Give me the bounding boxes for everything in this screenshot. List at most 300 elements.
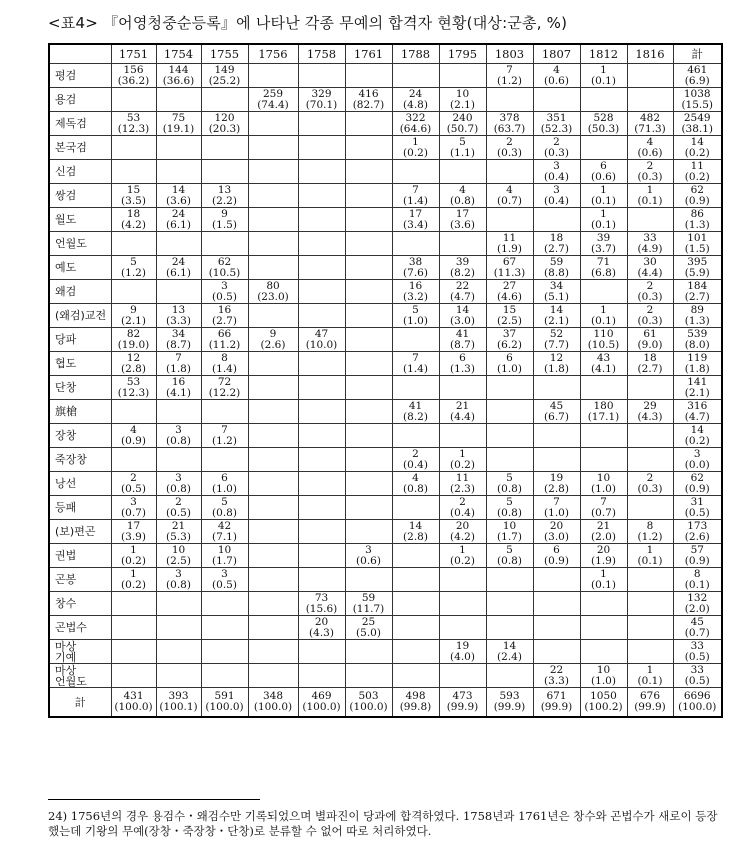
total-row <box>49 688 722 718</box>
cell-count: 15 <box>502 303 517 316</box>
cell-percent: (0.5) <box>684 506 710 519</box>
table-cell <box>673 256 722 280</box>
cell-count: 14 <box>690 135 704 148</box>
cell-count: 42 <box>217 519 232 532</box>
cell-percent: (19.1) <box>162 122 195 135</box>
table-cell <box>201 184 248 208</box>
table-cell <box>673 640 722 664</box>
cell-count: 18 <box>549 231 564 244</box>
cell-count: 7 <box>221 423 228 436</box>
table-cell <box>156 232 201 256</box>
cell-count: 14 <box>171 183 186 196</box>
table-cell <box>111 520 156 544</box>
table-cell <box>673 544 722 568</box>
cell-percent: (0.1) <box>637 674 663 687</box>
table-cell <box>201 424 248 448</box>
cell-percent: (2.8) <box>544 482 569 495</box>
table-cell <box>580 112 627 136</box>
cell-percent: (100.0) <box>349 701 388 713</box>
table-cell <box>392 256 439 280</box>
table-cell <box>439 184 486 208</box>
cell-count: 6 <box>221 471 228 484</box>
cell-percent: (1.7) <box>212 554 237 567</box>
table-cell <box>111 112 156 136</box>
table-cell <box>201 568 248 592</box>
cell-percent: (6.9) <box>684 74 710 87</box>
table-cell <box>345 616 392 640</box>
cell-count: 21 <box>596 519 611 532</box>
table-cell <box>345 136 392 160</box>
cell-percent: (0.1) <box>591 194 616 207</box>
table-cell <box>580 328 627 352</box>
cell-count: 59 <box>361 591 376 604</box>
row-label: 마상 기예 <box>49 640 111 664</box>
table-row <box>49 520 722 544</box>
cell-count: 2 <box>646 159 654 172</box>
table-row <box>49 88 722 112</box>
table-cell <box>673 424 722 448</box>
table-cell <box>533 208 580 232</box>
cell-percent: (99.9) <box>540 701 573 713</box>
cell-percent: (1.0) <box>212 482 237 495</box>
table-cell <box>533 616 580 640</box>
table-cell <box>111 208 156 232</box>
cell-count: 6 <box>459 351 466 364</box>
cell-percent: (10.5) <box>587 338 620 351</box>
table-cell <box>627 400 673 424</box>
cell-percent: (0.4) <box>544 170 569 183</box>
cell-count: 1 <box>459 543 466 556</box>
table-cell <box>345 304 392 328</box>
table-row <box>49 592 722 616</box>
row-label: 計 <box>49 688 111 718</box>
table-cell <box>627 232 673 256</box>
cell-count: 45 <box>690 615 704 628</box>
cell-percent: (5.3) <box>166 530 191 543</box>
table-cell <box>439 208 486 232</box>
cell-percent: (1.4) <box>403 362 428 375</box>
table-cell <box>392 640 439 664</box>
cell-count: 3 <box>693 447 701 460</box>
table-cell <box>533 280 580 304</box>
table-cell <box>392 184 439 208</box>
table-cell <box>673 592 722 616</box>
table-cell <box>248 688 298 718</box>
cell-percent: (4.0) <box>450 650 475 663</box>
table-cell <box>298 88 345 112</box>
cell-count: 43 <box>596 351 611 364</box>
row-label: 旗槍 <box>49 400 111 424</box>
table-cell <box>486 160 533 184</box>
table-cell <box>345 688 392 718</box>
cell-percent: (50.3) <box>587 122 620 135</box>
table-cell <box>580 376 627 400</box>
cell-count: 5 <box>130 255 137 268</box>
cell-percent: (2.3) <box>450 482 475 495</box>
table-cell <box>298 520 345 544</box>
table-cell <box>201 232 248 256</box>
cell-percent: (10.5) <box>208 266 241 279</box>
cell-percent: (11.2) <box>208 338 241 351</box>
table-cell <box>627 328 673 352</box>
table-cell <box>486 208 533 232</box>
table-cell <box>156 376 201 400</box>
cell-percent: (2.8) <box>403 530 428 543</box>
table-cell <box>580 472 627 496</box>
table-cell <box>298 304 345 328</box>
cell-percent: (99.9) <box>446 701 479 713</box>
table-cell <box>627 352 673 376</box>
column-header: 1755 <box>201 44 248 64</box>
cell-count: 316 <box>687 399 708 412</box>
cell-percent: (0.5) <box>212 578 237 591</box>
row-label: 협도 <box>49 352 111 376</box>
cell-count: 5 <box>459 135 466 148</box>
footnote: 24) 1756년의 경우 용검수・왜검수만 기록되었으며 별파진이 당과에 합격하였다. 1758년과 1761년은 창수와 곤법수가 새로이 등장했는데 기왕의 무예(장창・죽장창・단창)로 분류할 수 없어 따로 처리하였다. <box>48 809 718 838</box>
cell-percent: (1.2) <box>497 74 522 87</box>
row-label: 권법 <box>49 544 111 568</box>
table-cell <box>439 328 486 352</box>
cell-count: 329 <box>311 87 332 100</box>
table-cell <box>111 376 156 400</box>
cell-percent: (6.7) <box>544 410 569 423</box>
cell-count: 10 <box>171 543 186 556</box>
row-label: 곤법수 <box>49 616 111 640</box>
table-cell <box>156 352 201 376</box>
table-cell <box>627 256 673 280</box>
table-cell <box>627 304 673 328</box>
cell-percent: (100.1) <box>159 701 198 713</box>
table-row <box>49 352 722 376</box>
table-cell <box>439 496 486 520</box>
table-cell <box>673 88 722 112</box>
cell-count: 10 <box>217 543 232 556</box>
cell-count: 184 <box>687 279 708 292</box>
cell-percent: (0.8) <box>166 578 191 591</box>
cell-count: 259 <box>262 87 284 100</box>
column-header: 1803 <box>486 44 533 64</box>
cell-count: 431 <box>123 690 144 702</box>
cell-count: 4 <box>506 183 513 196</box>
table-cell <box>201 352 248 376</box>
row-label: 등패 <box>49 496 111 520</box>
header-row <box>49 44 722 64</box>
table-cell <box>392 400 439 424</box>
cell-percent: (0.1) <box>684 578 710 591</box>
cell-percent: (3.0) <box>450 314 475 327</box>
cell-count: 16 <box>408 279 423 292</box>
cell-percent: (2.5) <box>166 554 191 567</box>
cell-count: 18 <box>126 207 141 220</box>
table-cell <box>201 208 248 232</box>
table-cell <box>248 496 298 520</box>
cell-count: 25 <box>361 615 376 628</box>
cell-percent: (0.5) <box>121 482 146 495</box>
table-cell <box>673 304 722 328</box>
cell-count: 53 <box>126 375 141 388</box>
row-label: 곤봉 <box>49 568 111 592</box>
table-cell <box>439 352 486 376</box>
table-cell <box>673 688 722 718</box>
table-cell <box>673 352 722 376</box>
table-cell <box>156 136 201 160</box>
column-header: 1756 <box>248 44 298 64</box>
table-cell <box>298 424 345 448</box>
table-cell <box>627 208 673 232</box>
table-cell <box>486 136 533 160</box>
cell-count: 29 <box>643 399 657 412</box>
cell-count: 5 <box>221 495 228 508</box>
cell-percent: (1.9) <box>591 554 616 567</box>
cell-percent: (100.0) <box>302 701 341 713</box>
table-cell <box>439 616 486 640</box>
cell-count: 31 <box>690 495 704 508</box>
table-cell <box>533 568 580 592</box>
cell-percent: (0.1) <box>591 218 616 231</box>
cell-count: 17 <box>408 207 423 220</box>
table-cell <box>673 400 722 424</box>
cell-percent: (4.2) <box>121 218 146 231</box>
table-cell <box>111 232 156 256</box>
table-cell <box>580 568 627 592</box>
cell-count: 498 <box>405 690 426 702</box>
cell-percent: (7.6) <box>403 266 428 279</box>
table-cell <box>533 136 580 160</box>
cell-percent: (2.7) <box>212 314 237 327</box>
cell-count: 473 <box>452 690 473 702</box>
table-cell <box>533 664 580 688</box>
cell-percent: (3.4) <box>403 218 428 231</box>
cell-percent: (1.3) <box>684 314 710 327</box>
cell-percent: (12.3) <box>117 386 150 399</box>
table-cell <box>439 592 486 616</box>
table-cell <box>486 496 533 520</box>
table-cell <box>392 280 439 304</box>
table-cell <box>439 160 486 184</box>
table-cell <box>156 184 201 208</box>
cell-percent: (3.9) <box>121 530 146 543</box>
table-cell <box>486 88 533 112</box>
table-cell <box>156 544 201 568</box>
table-cell <box>392 520 439 544</box>
table-cell <box>627 664 673 688</box>
table-cell <box>298 376 345 400</box>
table-cell <box>248 232 298 256</box>
row-label: 신검 <box>49 160 111 184</box>
table-cell <box>627 424 673 448</box>
cell-count: 1 <box>130 567 137 580</box>
table-cell <box>673 112 722 136</box>
cell-count: 80 <box>266 279 280 292</box>
cell-count: 14 <box>502 639 517 652</box>
table-cell <box>298 400 345 424</box>
cell-count: 4 <box>412 471 419 484</box>
table-cell <box>248 280 298 304</box>
cell-percent: (0.3) <box>637 314 663 327</box>
cell-percent: (1.4) <box>212 362 237 375</box>
table-cell <box>392 352 439 376</box>
cell-count: 19 <box>549 471 564 484</box>
cell-count: 34 <box>549 279 564 292</box>
table-cell <box>580 232 627 256</box>
cell-count: 39 <box>455 255 470 268</box>
table-cell <box>392 304 439 328</box>
table-cell <box>392 136 439 160</box>
cell-count: 7 <box>553 495 560 508</box>
table-cell <box>486 400 533 424</box>
column-header: 1795 <box>439 44 486 64</box>
table-cell <box>533 424 580 448</box>
table-cell <box>533 400 580 424</box>
cell-percent: (1.3) <box>450 362 475 375</box>
table-cell <box>673 280 722 304</box>
cell-percent: (0.7) <box>121 506 146 519</box>
cell-count: 66 <box>217 327 232 340</box>
table-row <box>49 400 722 424</box>
table-cell <box>392 544 439 568</box>
cell-percent: (1.2) <box>121 266 146 279</box>
cell-percent: (6.2) <box>497 338 522 351</box>
table-cell <box>533 352 580 376</box>
cell-percent: (7.1) <box>212 530 237 543</box>
cell-percent: (5.9) <box>684 266 710 279</box>
cell-count: 3 <box>130 495 137 508</box>
cell-percent: (0.6) <box>544 74 569 87</box>
cell-count: 45 <box>549 399 564 412</box>
cell-count: 9 <box>221 207 228 220</box>
cell-count: 24 <box>408 87 423 100</box>
table-cell <box>580 544 627 568</box>
cell-percent: (1.8) <box>166 362 191 375</box>
table-cell <box>627 544 673 568</box>
row-label: 죽장창 <box>49 448 111 472</box>
column-header: 1751 <box>111 44 156 64</box>
header-corner <box>49 44 111 64</box>
cell-percent: (0.8) <box>497 554 522 567</box>
cell-percent: (0.5) <box>684 674 710 687</box>
table-cell <box>156 448 201 472</box>
table-cell <box>345 112 392 136</box>
cell-percent: (1.7) <box>497 530 522 543</box>
table-cell <box>298 664 345 688</box>
cell-percent: (3.3) <box>544 674 569 687</box>
cell-percent: (3.5) <box>121 194 146 207</box>
cell-percent: (1.9) <box>497 242 522 255</box>
table-cell <box>673 472 722 496</box>
cell-count: 1038 <box>683 87 711 100</box>
cell-percent: (3.2) <box>403 290 428 303</box>
table-row <box>49 112 722 136</box>
table-cell <box>156 592 201 616</box>
table-cell <box>439 136 486 160</box>
table-cell <box>248 328 298 352</box>
cell-count: 14 <box>549 303 564 316</box>
table-row <box>49 640 722 664</box>
table-cell <box>201 448 248 472</box>
table-cell <box>201 592 248 616</box>
table-cell <box>439 376 486 400</box>
table-cell <box>627 280 673 304</box>
cell-percent: (36.6) <box>162 74 195 87</box>
cell-count: 11 <box>690 159 704 172</box>
cell-percent: (8.7) <box>450 338 475 351</box>
cell-count: 101 <box>687 231 708 244</box>
cell-count: 73 <box>314 591 329 604</box>
cell-percent: (8.2) <box>403 410 428 423</box>
table-cell <box>580 352 627 376</box>
cell-count: 416 <box>358 87 379 100</box>
table-cell <box>627 136 673 160</box>
cell-percent: (0.5) <box>684 650 710 663</box>
table-cell <box>248 424 298 448</box>
cell-percent: (70.1) <box>305 98 338 111</box>
table-cell <box>298 160 345 184</box>
cell-count: 3 <box>365 543 372 556</box>
table-cell <box>486 616 533 640</box>
table-cell <box>345 640 392 664</box>
column-header: 1758 <box>298 44 345 64</box>
cell-percent: (1.5) <box>212 218 237 231</box>
table-cell <box>111 280 156 304</box>
table-cell <box>533 88 580 112</box>
table-cell <box>111 424 156 448</box>
cell-count: 6 <box>506 351 513 364</box>
table-cell <box>627 616 673 640</box>
cell-percent: (0.8) <box>166 434 191 447</box>
cell-count: 1 <box>600 207 607 220</box>
cell-percent: (8.2) <box>450 266 475 279</box>
cell-count: 19 <box>455 639 470 652</box>
table-cell <box>345 424 392 448</box>
table-cell <box>248 472 298 496</box>
table-row <box>49 568 722 592</box>
table-cell <box>580 136 627 160</box>
table-cell <box>345 88 392 112</box>
cell-count: 1 <box>459 447 466 460</box>
cell-count: 2 <box>646 303 654 316</box>
table-cell <box>298 352 345 376</box>
table-cell <box>627 88 673 112</box>
table-cell <box>298 568 345 592</box>
table-cell <box>580 64 627 88</box>
row-label: 마상 언월도 <box>49 664 111 688</box>
table-cell <box>673 568 722 592</box>
cell-percent: (100.0) <box>253 701 293 713</box>
cell-percent: (2.0) <box>591 530 616 543</box>
cell-count: 9 <box>130 303 137 316</box>
table-cell <box>533 592 580 616</box>
table-cell <box>201 688 248 718</box>
cell-count: 20 <box>455 519 470 532</box>
cell-percent: (2.4) <box>497 650 522 663</box>
table-cell <box>533 448 580 472</box>
table-cell <box>392 568 439 592</box>
table-cell <box>345 400 392 424</box>
cell-percent: (0.8) <box>212 506 237 519</box>
cell-percent: (0.2) <box>684 434 710 447</box>
cell-percent: (100.0) <box>205 701 244 713</box>
row-label: 본국검 <box>49 136 111 160</box>
table-cell <box>533 496 580 520</box>
cell-count: 8 <box>646 519 654 532</box>
column-header: 1788 <box>392 44 439 64</box>
table-cell <box>580 592 627 616</box>
cell-count: 2 <box>459 495 466 508</box>
table-cell <box>111 568 156 592</box>
table-cell <box>156 280 201 304</box>
table-cell <box>156 664 201 688</box>
table-cell <box>392 328 439 352</box>
